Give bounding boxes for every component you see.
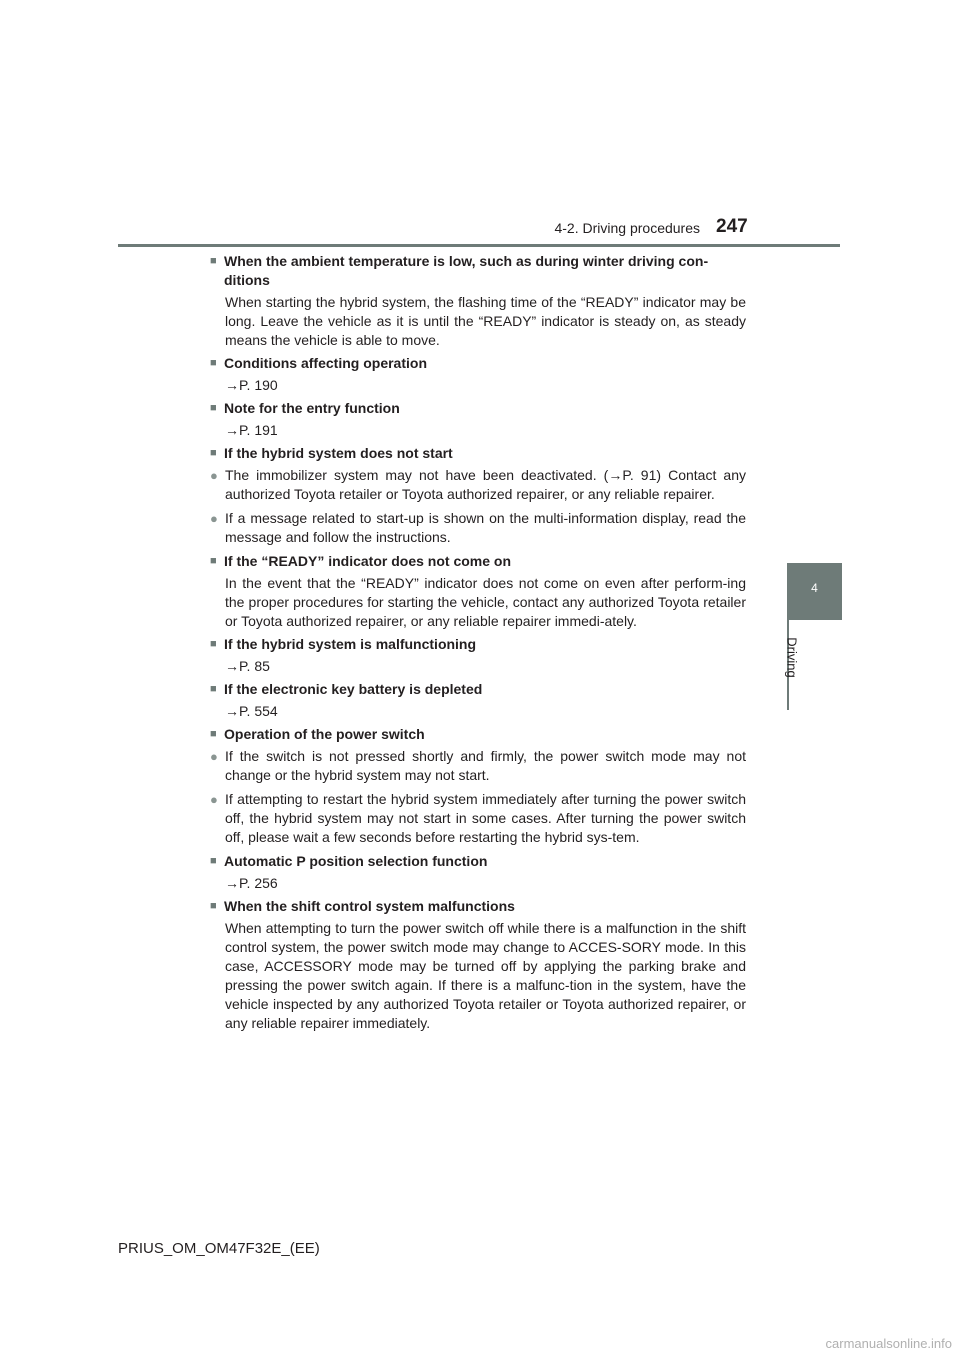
section-title: [210, 680, 746, 699]
section: [210, 552, 746, 631]
chapter-tab: [787, 563, 842, 620]
header-section-title: 4-2. Driving procedures: [554, 220, 700, 236]
section-title-text: Note for the entry function: [224, 400, 400, 416]
bullet-item: [210, 466, 746, 504]
header-rule: [118, 244, 840, 247]
section-title-text: If the hybrid system is malfunctioning: [224, 636, 477, 652]
section-title-text: If the electronic key battery is depleted: [224, 681, 483, 697]
section-title-text: When the ambient temperature is low, such as during winter driving con-ditions: [224, 253, 709, 288]
chapter-label: Driving: [784, 637, 800, 678]
section-title: [210, 852, 746, 871]
section-title: [210, 635, 746, 654]
bullet-text: The immobilizer system may not have been deactivated. (→P. 91) Contact any authorized Toyota retailer or Toyota authorized repairer, or any reliable repairer.: [225, 467, 746, 502]
square-bullet-icon: ■: [210, 447, 217, 459]
circle-bullet-icon: ●: [210, 792, 218, 807]
section-title-text: When the shift control system malfunctions: [224, 898, 515, 914]
section-title: [210, 252, 746, 290]
chapter-number: 4: [811, 581, 818, 595]
bullet-text: If the switch is not pressed shortly and firmly, the power switch mode may not change or the hybrid system may not start.: [225, 748, 746, 783]
section: [210, 444, 746, 547]
circle-bullet-icon: ●: [210, 468, 218, 483]
section-title-text: If the hybrid system does not start: [224, 445, 453, 461]
circle-bullet-icon: ●: [210, 749, 218, 764]
square-bullet-icon: ■: [210, 683, 217, 695]
square-bullet-icon: ■: [210, 638, 217, 650]
section-title: [210, 552, 746, 571]
section: [210, 635, 746, 676]
section: [210, 354, 746, 395]
page-reference: →P. 85: [225, 658, 270, 674]
page-content: [210, 252, 746, 1037]
section-title-text: Conditions affecting operation: [224, 355, 427, 371]
section-title: [210, 354, 746, 373]
footer-doc-code: PRIUS_OM_OM47F32E_(EE): [118, 1240, 320, 1257]
square-bullet-icon: ■: [210, 255, 217, 267]
bullet-text: If a message related to start-up is shown on the multi-information display, read the message and follow the instructions.: [225, 510, 746, 545]
bullet-item: [210, 509, 746, 547]
square-bullet-icon: ■: [210, 402, 217, 414]
section-title: [210, 725, 746, 744]
page-reference: →P. 256: [225, 875, 278, 891]
section: [210, 725, 746, 847]
section: [210, 680, 746, 721]
page-reference: →P. 191: [225, 422, 278, 438]
bullet-text: If attempting to restart the hybrid system immediately after turning the power switch off, the hybrid system may not start in some cases. After turning the power switch off, please wait a few seconds before restarting the hybrid sys-tem.: [225, 791, 746, 845]
square-bullet-icon: ■: [210, 555, 217, 567]
square-bullet-icon: ■: [210, 855, 217, 867]
section: [210, 852, 746, 893]
bullet-item: [210, 790, 746, 847]
square-bullet-icon: ■: [210, 357, 217, 369]
section-title: [210, 399, 746, 418]
circle-bullet-icon: ●: [210, 511, 218, 526]
section-title: [210, 897, 746, 916]
section: [210, 897, 746, 1033]
page-number: 247: [716, 216, 748, 237]
page-reference: →P. 554: [225, 703, 278, 719]
page-reference: →P. 190: [225, 377, 278, 393]
section-body: When attempting to turn the power switch off while there is a malfunction in the shift control system, the power switch mode may change to ACCES-SORY mode. In this case, ACCESSORY mode may be turned off by applying the parking brake and pressing the power switch again. If there is a malfunc-tion in the system, have the vehicle inspected by any authorized Toyota retailer or Toyota authorized repairer, or any reliable repairer immediately.: [225, 920, 746, 1031]
section-body: In the event that the “READY” indicator does not come on even after perform-ing the proper procedures for starting the vehicle, contact any authorized Toyota retailer or Toyota authorized repairer, or any reliable repairer immedi-ately.: [225, 575, 746, 629]
section-title: [210, 444, 746, 463]
bullet-item: [210, 747, 746, 785]
section: [210, 252, 746, 350]
section-title-text: Operation of the power switch: [224, 726, 425, 742]
section-title-text: If the “READY” indicator does not come on: [224, 553, 512, 569]
section-title-text: Automatic P position selection function: [224, 853, 488, 869]
section: [210, 399, 746, 440]
square-bullet-icon: ■: [210, 900, 217, 912]
section-body: When starting the hybrid system, the flashing time of the “READY” indicator may be long. Leave the vehicle as it is until the “READY” indicator is steady on, as steady means the vehicle is able to move.: [225, 294, 746, 348]
watermark-link[interactable]: carmanualsonline.info: [825, 1336, 952, 1351]
square-bullet-icon: ■: [210, 728, 217, 740]
